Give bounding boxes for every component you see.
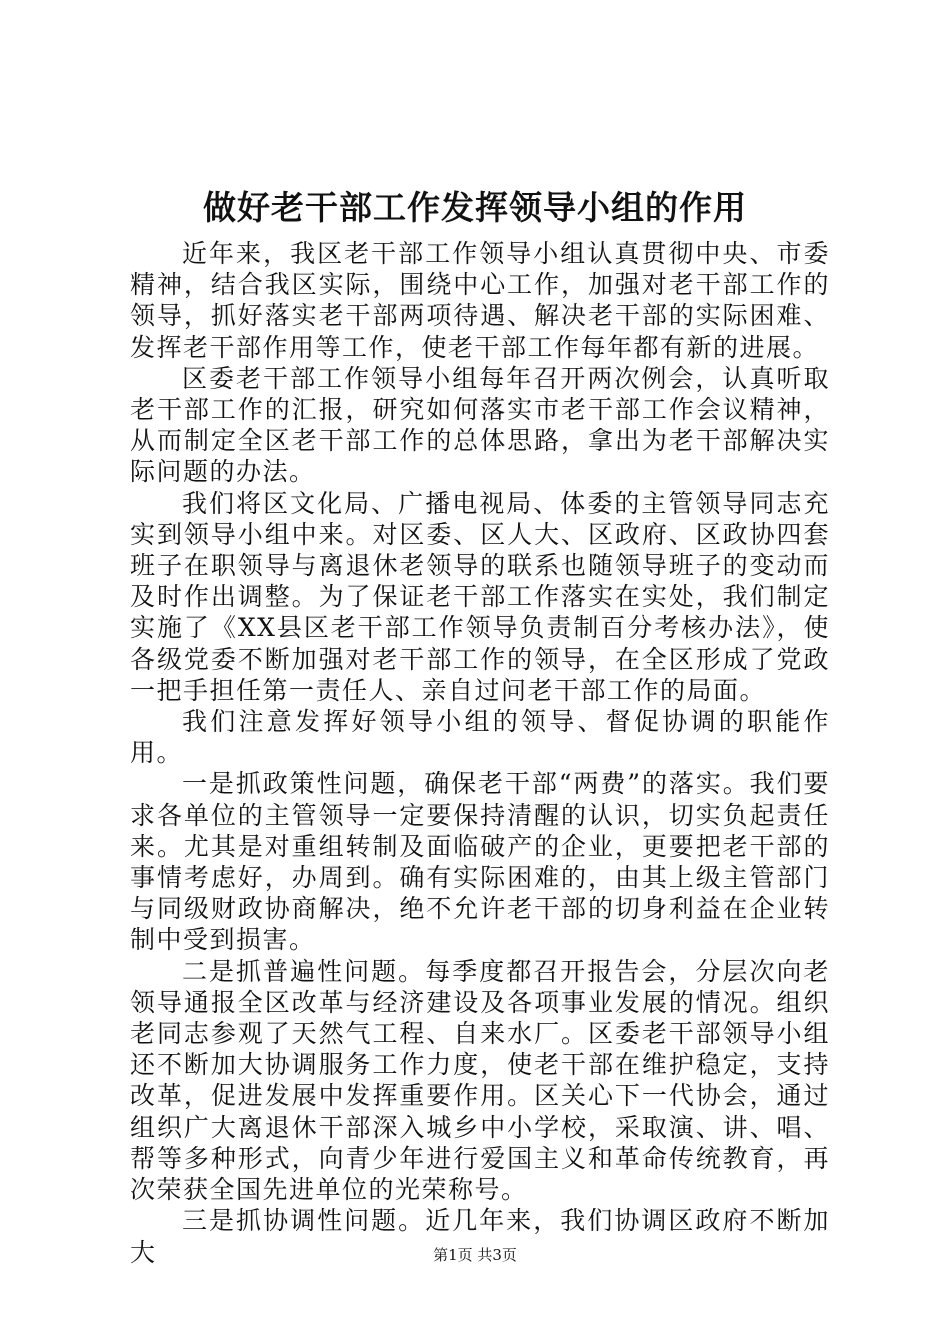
document-body [130, 238, 830, 1268]
paragraph: 近年来，我区老干部工作领导小组认真贯彻中央、市委精神，结合我区实际，围绕中心工作，加强对老干部工作的领导，抓好落实老干部两项待遇、解决老干部的实际困难、发挥老干部作用等工作，使老干部工作每年都有新的进展。 [130, 239, 830, 362]
paragraph: 三是抓协调性问题。近几年来，我们协调区政府不断加大 [130, 1206, 830, 1267]
paragraph: 区委老干部工作领导小组每年召开两次例会，认真听取老干部工作的汇报，研究如何落实市老干部工作会议精神，从而制定全区老干部工作的总体思路，拿出为老干部解决实际问题的办法。 [130, 363, 830, 487]
page-number-footer: 第1页 共3页 [433, 1246, 517, 1264]
paragraph: 我们注意发挥好领导小组的领导、督促协调的职能作用。 [130, 707, 830, 768]
paragraph: 我们将区文化局、广播电视局、体委的主管领导同志充实到领导小组中来。对区委、区人大、区政府、区政协四套班子在职领导与离退休老领导的联系也随领导班子的变动而及时作出调整。为了保证老干部工作落实在实处，我们制定实施了《XX县区老干部工作领导负责制百分考核办法》，使各级党委不断加强对老干部工作的领导，在全区形成了党政一把手担任第一责任人、亲自过问老干部工作的局面。 [130, 488, 830, 705]
paragraph: 一是抓政策性问题，确保老干部“两费”的落实。我们要求各单位的主管领导一定要保持清醒的认识，切实负起责任来。尤其是对重组转制及面临破产的企业，更要把老干部的事情考虑好，办周到。确有实际困难的，由其上级主管部门与同级财政协商解决，绝不允许老干部的切身利益在企业转制中受到损害。 [130, 769, 830, 955]
paragraph: 二是抓普遍性问题。每季度都召开报告会，分层次向老领导通报全区改革与经济建设及各项事业发展的情况。组织老同志参观了天然气工程、自来水厂。区委老干部领导小组还不断加大协调服务工作力度，使老干部在维护稳定，支持改革，促进发展中发挥重要作用。区关心下一代协会，通过组织广大离退休干部深入城乡中小学校，采取演、讲、唱、帮等多种形式，向青少年进行爱国主义和革命传统教育，再次荣获全国先进单位的光荣称号。 [130, 956, 830, 1205]
document-title: 做好老干部工作发挥领导小组的作用 [203, 188, 747, 227]
